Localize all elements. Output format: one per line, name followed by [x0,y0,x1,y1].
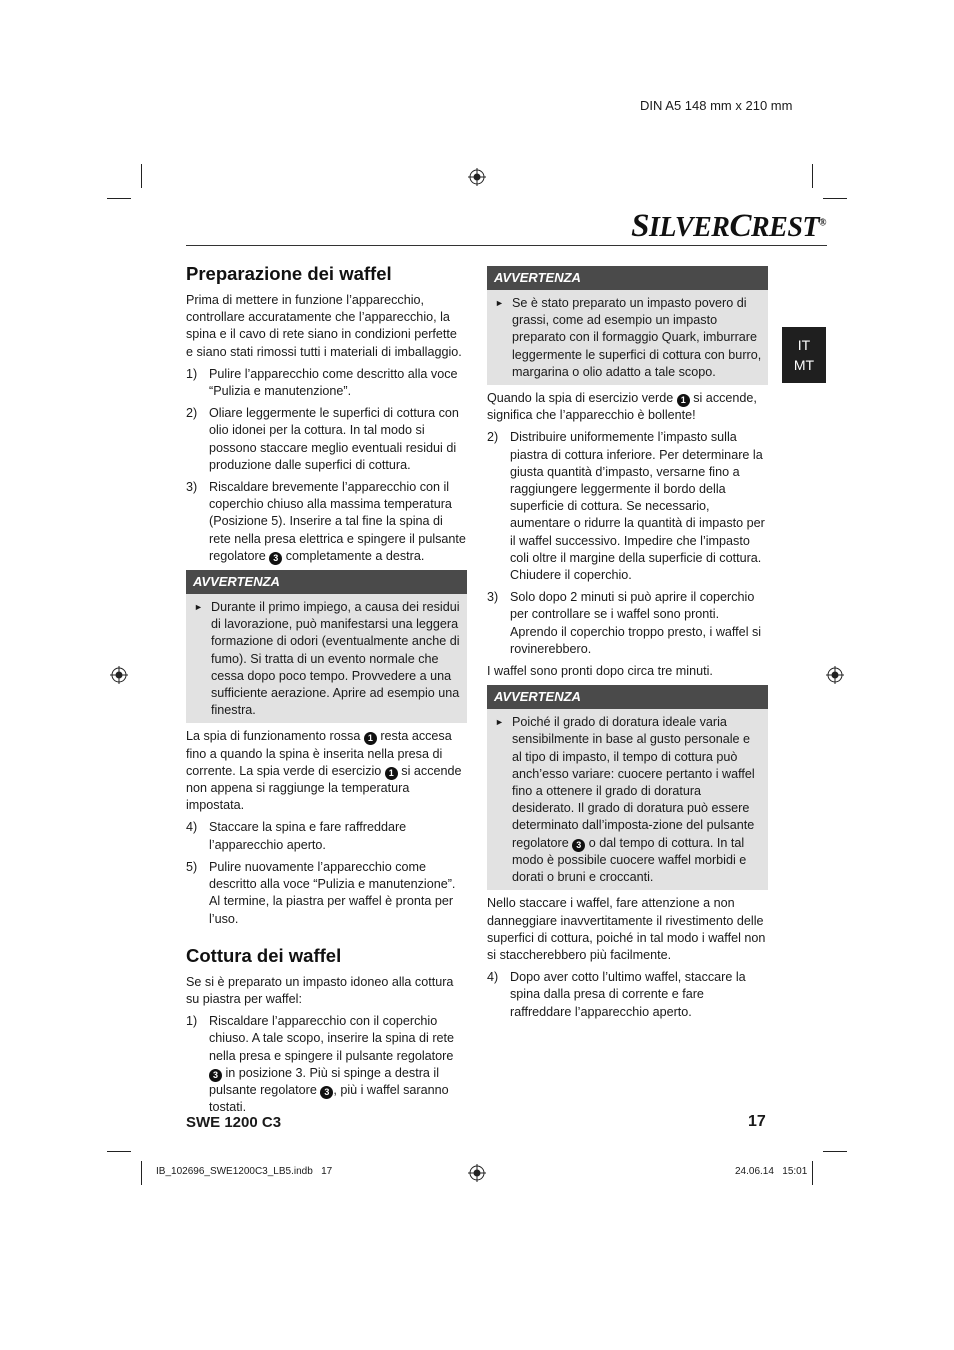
print-slug-file: IB_102696_SWE1200C3_LB5.indb 17 [156,1166,333,1177]
registration-mark-icon [826,666,844,684]
print-slug-date: 24.06.14 15:01 [735,1166,808,1177]
crop-mark [823,1151,847,1152]
registration-mark-icon [468,1164,486,1182]
right-column [487,266,768,1026]
list-item: 3) Riscaldare brevemente l’apparecchio con il coperchio chiuso alla massima temperatura (Posizione 5). Inserire a tal fine la spina di rete nella presa elettrica e spingere il pulsante regolatore 3 completamente a destra. [186,480,466,563]
number-badge-icon: 1 [385,767,398,780]
number-badge-icon: 1 [364,732,377,745]
paragraph: Nello staccare i waffel, fare attenzione a non danneggiare inavvertitamente il rivestimento delle superfici di cottura, poiché in tal modo i waffel non si staccherebbero più facilmente. [487,896,766,962]
list-item: 4) Staccare la spina e fare raffreddare l’apparecchio aperto. [186,820,407,852]
arrow-bullet-icon: ► [194,602,203,613]
crop-mark [141,164,142,188]
paragraph: Prima di mettere in funzione l’apparecchio, controllare accuratamente che l’apparecchio, la spina e il cavo di rete siano in condizioni perfette e siano stati rimossi tutti i materiali di imballaggio. [186,293,462,359]
list-item: 5) Pulire nuovamente l’apparecchio come descritto alla voce “Pulizia e manutenzione”. Al termine, la piastra per waffel è pronta per l’uso. [186,859,456,926]
crop-mark [107,1151,131,1152]
crop-mark [141,1161,142,1185]
list-item: 1) Riscaldare l’apparecchio con il coperchio chiuso. A tale scopo, inserire la spina di rete nella presa e spingere il pulsante regolatore 3 in posizione 3. Più si spinge a destra il pulsante regolatore 3 , più i waffel saranno tostati. [186,1014,455,1115]
registration-mark-icon [110,666,128,684]
list-item: 2) Oliare leggermente le superfici di cottura con olio idonei per la cottura. In tal modo si possono staccare meglio eventuali residui di produzione dalle superfici di cottura. [186,406,459,472]
number-badge-icon: 1 [677,394,690,407]
section-heading-preparation: Preparazione dei waffel [186,263,392,284]
page-number: 17 [748,1113,766,1130]
brand-logo: SILVERCREST® [631,208,826,244]
paragraph: Se si è preparato un impasto idoneo alla cottura su piastra per waffel: [186,974,454,1006]
crop-mark [812,164,813,188]
paragraph: I waffel sono pronti dopo circa tre minuti. [487,664,713,679]
section-heading-cooking: Cottura dei waffel [186,944,342,966]
number-badge-icon: 3 [572,839,585,852]
left-column [186,262,467,1121]
header-rule [186,245,827,246]
registration-mark-icon [468,168,486,186]
number-badge-icon: 3 [269,552,282,565]
arrow-bullet-icon: ► [495,717,504,728]
arrow-bullet-icon: ► [495,298,504,308]
crop-mark [812,1161,813,1185]
warning-box: AVVERTENZA ► Durante il primo impiego, a causa dei residui di lavorazione, può manifestarsi una leggera formazione di odori (eventualmente anche di fumo). Si tratta di un evento normale che cessa dopo poco tempo. Provvedere a una sufficiente aerazione. Aprire ad esempio una finestra. [186,570,467,723]
crop-mark [107,198,131,199]
format-info: DIN A5 148 mm x 210 mm [640,98,793,113]
number-badge-icon: 3 [209,1069,222,1082]
warning-heading: AVVERTENZA [487,685,768,709]
list-item: 2) Distribuire uniformemente l’impasto sulla piastra di cottura inferiore. Per determinare la giusta quantità d’impasto, versarne fino a raggiungere leggermente il bordo della superficie di cottura. Se necessario, aumentare o ridurre la quantità di impasto per il waffel successivo. Impedire che l’impasto coli oltre il margine della superficie di cottura. Chiudere il coperchio. [487,430,765,583]
list-item: 1) Pulire l’apparecchio come descritto alla voce “Pulizia e manutenzione”. [186,366,458,399]
warning-heading: AVVERTENZA [487,266,768,290]
paragraph: Quando la spia di esercizio verde 1 si accende, significa che l’apparecchio è bollente! [487,391,757,423]
warning-box: AVVERTENZA ► Se è stato preparato un impasto povero di grassi, come ad esempio un impasto preparato con il formaggio Quark, imburrare leggermente le superfici di cottura con burro, margarina o olio adatto a tale scopo. [487,266,768,385]
crop-mark [823,198,847,199]
number-badge-icon: 3 [320,1086,333,1099]
warning-box: AVVERTENZA ► Poiché il grado di doratura ideale varia sensibilmente in base al gusto personale e al tipo di impasto, il tempo di cottura può anch’esso variare: cuocere pertanto i waffel fino a ottenere il grado di doratura desiderato. Il grado di doratura può essere determinato dall’imposta-zione del pulsante regolatore 3 o dal tempo di cottura. In tal modo è possibile cuocere waffel morbidi e dorati o bruni e croccanti. [487,685,768,890]
language-tab: IT MT [782,327,826,383]
warning-heading: AVVERTENZA [186,570,467,594]
list-item: 4) Dopo aver cotto l’ultimo waffel, staccare la spina dalla presa di corrente e fare raffreddare l’apparecchio aperto. [487,970,746,1019]
list-item: 3) Solo dopo 2 minuti si può aprire il coperchio per controllare se i waffel sono pronti. Aprendo il coperchio troppo presto, i waffel si rovinerebbero. [487,590,762,656]
paragraph: La spia di funzionamento rossa 1 resta accesa fino a quando la spina è inserita nella presa di corrente. La spia verde di esercizio 1 si accende non appena si raggiunge la temperatura impostata. [186,729,462,813]
footer-model: SWE 1200 C3 [186,1114,282,1131]
